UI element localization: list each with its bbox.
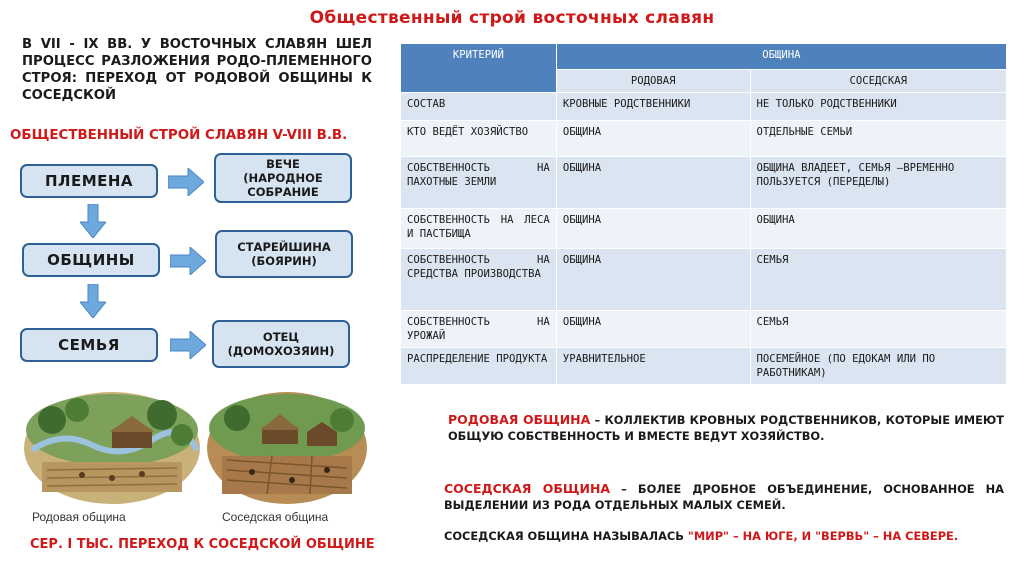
box-elder-line1: СТАРЕЙШИНА [237, 240, 331, 254]
box-veche [214, 153, 352, 203]
table-row [401, 157, 1007, 209]
rod-cell: ОБЩИНА [556, 157, 750, 209]
sosed-cell: СЕМЬЯ [750, 311, 1007, 348]
sosed-cell: СЕМЬЯ [750, 249, 1007, 311]
arrow-down-icon [80, 204, 106, 238]
definition-sosed-term: СОСЕДСКАЯ ОБЩИНА [444, 481, 611, 496]
community-illustration [22, 390, 372, 530]
criterion-cell: РАСПРЕДЕЛЕНИЕ ПРОДУКТА [401, 348, 557, 385]
rod-cell: ОБЩИНА [556, 121, 750, 157]
illustration-caption-left: Родовая община [32, 510, 126, 524]
arrow-right-icon [168, 168, 204, 196]
definition-rod [448, 412, 1004, 444]
box-father-line1: ОТЕЦ [262, 330, 300, 344]
table-row [401, 249, 1007, 311]
box-veche-line1: ВЕЧЕ [266, 157, 300, 171]
definition-name [444, 528, 1004, 544]
sosed-cell: ОБЩИНА ВЛАДЕЕТ, СЕМЬЯ –ВРЕМЕННО ПОЛЬЗУЕТСЯ (ПЕРЕДЕЛЫ) [750, 157, 1007, 209]
table-row [401, 311, 1007, 348]
box-tribes [20, 164, 158, 198]
table-row [401, 121, 1007, 157]
arrow-right-icon [170, 331, 206, 359]
rod-cell: ОБЩИНА [556, 311, 750, 348]
rod-cell: КРОВНЫЕ РОДСТВЕННИКИ [556, 93, 750, 121]
sosed-cell: ОБЩИНА [750, 209, 1007, 249]
sosed-cell: ПОСЕМЕЙНОЕ (ПО ЕДОКАМ ИЛИ ПО РАБОТНИКАМ) [750, 348, 1007, 385]
intro-text: В VII - IX ВВ. У ВОСТОЧНЫХ СЛАВЯН ШЕЛ ПРОЦЕСС РАЗЛОЖЕНИЯ РОДО-ПЛЕМЕННОГО СТРОЯ: ПЕРЕХОД ОТ РОДОВОЙ ОБЩИНЫ К СОСЕДСКОЙ [22, 37, 372, 103]
criterion-cell: КТО ВЕДЁТ ХОЗЯЙСТВО [401, 121, 557, 157]
header-criteria: КРИТЕРИЙ [401, 44, 557, 93]
criterion-cell: СОБСТВЕННОСТЬ НА ЛЕСА И ПАСТБИЩА [401, 209, 557, 249]
box-elder [215, 230, 353, 278]
criterion-cell: СОБСТВЕННОСТЬ НА ПАХОТНЫЕ ЗЕМЛИ [401, 157, 557, 209]
criterion-cell: СОБСТВЕННОСТЬ НА СРЕДСТВА ПРОИЗВОДСТВА [401, 249, 557, 311]
table-row [401, 348, 1007, 385]
arrow-right-icon [170, 247, 206, 275]
arrow-down-icon [80, 284, 106, 318]
rod-cell: УРАВНИТЕЛЬНОЕ [556, 348, 750, 385]
box-communities [22, 243, 160, 277]
definition-sosed [444, 481, 1004, 513]
page-title: Общественный строй восточных славян [309, 8, 715, 28]
definition-rod-text: – КОЛЛЕКТИВ КРОВНЫХ РОДСТВЕННИКОВ, КОТОРЫЕ ИМЕЮТ ОБЩУЮ СОБСТВЕННОСТЬ И ВМЕСТЕ ВЕДУТ ХОЗЯЙСТВО. [448, 413, 1004, 443]
header-community: ОБЩИНА [556, 44, 1006, 70]
sosed-cell: НЕ ТОЛЬКО РОДСТВЕННИКИ [750, 93, 1007, 121]
criterion-cell: СОБСТВЕННОСТЬ НА УРОЖАЙ [401, 311, 557, 348]
bottom-note: СЕР. I ТЫС. ПЕРЕХОД К СОСЕДСКОЙ ОБЩИНЕ [30, 537, 375, 552]
definition-name-prefix: СОСЕДСКАЯ ОБЩИНА НАЗЫВАЛАСЬ [444, 529, 688, 543]
box-tribes-label: ПЛЕМЕНА [44, 172, 134, 190]
box-elder-line2: (БОЯРИН) [251, 254, 317, 268]
comparison-table [400, 43, 1007, 385]
box-family [20, 328, 158, 362]
illustration-caption-right: Соседская община [222, 510, 329, 524]
rod-cell: ОБЩИНА [556, 209, 750, 249]
criterion-cell: СОСТАВ [401, 93, 557, 121]
header-sosed: СОСЕДСКАЯ [750, 70, 1007, 93]
box-veche-line3: СОБРАНИЕ [247, 185, 319, 199]
header-rod: РОДОВАЯ [556, 70, 750, 93]
rod-cell: ОБЩИНА [556, 249, 750, 311]
sosed-cell: ОТДЕЛЬНЫЕ СЕМЬИ [750, 121, 1007, 157]
diagram-subtitle: ОБЩЕСТВЕННЫЙ СТРОЙ СЛАВЯН V-VIII В.В. [10, 128, 348, 143]
definition-sosed-text: – БОЛЕЕ ДРОБНОЕ ОБЪЕДИНЕНИЕ, ОСНОВАННОЕ НА ВЫДЕЛЕНИИ ИЗ РОДА ОТДЕЛЬНЫХ МАЛЫХ СЕМЕЙ. [444, 482, 1004, 512]
definition-name-mir: "МИР" – НА ЮГЕ, И "ВЕРВЬ" – НА СЕВЕРЕ. [687, 529, 959, 543]
box-communities-label: ОБЩИНЫ [47, 251, 135, 269]
definition-rod-term: РОДОВАЯ ОБЩИНА [448, 412, 591, 427]
box-father-line2: (ДОМОХОЗЯИН) [227, 344, 335, 358]
table-row [401, 209, 1007, 249]
box-veche-line2: (НАРОДНОЕ [243, 171, 323, 185]
box-family-label: СЕМЬЯ [58, 336, 120, 354]
table-row [401, 93, 1007, 121]
box-father [212, 320, 350, 368]
